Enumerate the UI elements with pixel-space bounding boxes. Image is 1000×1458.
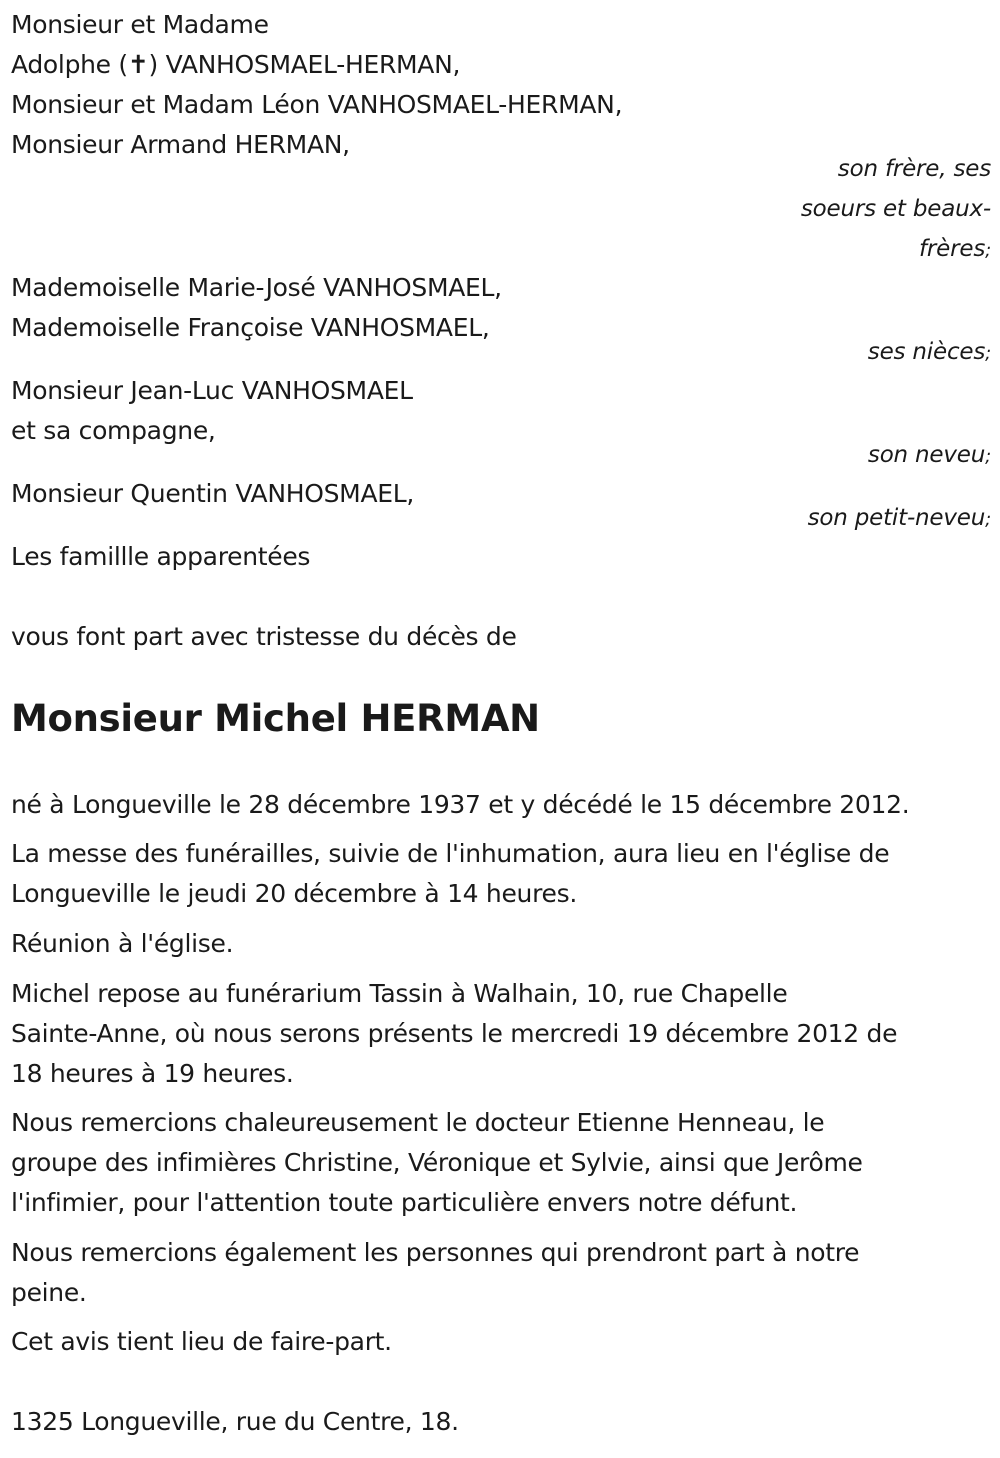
thanks-line: Nous remercions également les personnes qui prendront part à notre [11, 1238, 860, 1267]
relation-label: son frère, ses [837, 156, 991, 182]
family-line: et sa compagne, [11, 416, 216, 445]
family-line: Monsieur et Madame [11, 10, 269, 39]
mass-line: Longueville le jeudi 20 décembre à 14 heures. [11, 879, 577, 908]
deceased-name: Monsieur Michel HERMAN [11, 697, 540, 740]
semicolon: ; [985, 509, 991, 530]
family-line: Mademoiselle Marie-José VANHOSMAEL, [11, 273, 502, 302]
semicolon: ; [985, 343, 991, 364]
relation-text: son petit-neveu [807, 505, 986, 531]
relation-text: ses nièces [867, 339, 986, 365]
family-line: Monsieur Armand HERMAN, [11, 130, 350, 159]
relation-label [11, 332, 991, 374]
family-line: Les famillle apparentées [11, 542, 311, 571]
family-line: Monsieur et Madam Léon VANHOSMAEL-HERMAN, [11, 90, 623, 119]
family-line: Adolphe (✝) VANHOSMAEL-HERMAN, [11, 50, 461, 79]
birth-death-line: né à Longueville le 28 décembre 1937 et y décédé le 15 décembre 2012. [11, 790, 910, 819]
repose-line: Sainte-Anne, où nous serons présents le mercredi 19 décembre 2012 de [11, 1019, 898, 1048]
relation-label [11, 229, 991, 271]
repose-line: 18 heures à 19 heures. [11, 1059, 294, 1088]
family-line: Monsieur Quentin VANHOSMAEL, [11, 479, 415, 508]
thanks-line: Nous remercions chaleureusement le docteur Etienne Henneau, le [11, 1108, 825, 1137]
relation-label: soeurs et beaux- [800, 196, 991, 222]
semicolon: ; [985, 240, 991, 261]
intro-text: vous font part avec tristesse du décès de [11, 622, 517, 651]
relation-label [11, 498, 991, 540]
relation-text: son neveu [867, 442, 986, 468]
thanks-line: groupe des infimières Christine, Véronique et Sylvie, ainsi que Jerôme [11, 1148, 863, 1177]
meeting-line: Réunion à l'église. [11, 929, 234, 958]
family-line: Mademoiselle Françoise VANHOSMAEL, [11, 313, 490, 342]
relation-text: frères [919, 236, 986, 262]
notice-line: Cet avis tient lieu de faire-part. [11, 1327, 392, 1356]
address-line: 1325 Longueville, rue du Centre, 18. [11, 1407, 459, 1436]
thanks-line: peine. [11, 1278, 87, 1307]
repose-line: Michel repose au funérarium Tassin à Walhain, 10, rue Chapelle [11, 979, 788, 1008]
thanks-line: l'infimier, pour l'attention toute particulière envers notre défunt. [11, 1188, 798, 1217]
mass-line: La messe des funérailles, suivie de l'inhumation, aura lieu en l'église de [11, 839, 890, 868]
relation-label [11, 435, 991, 477]
family-line: Monsieur Jean-Luc VANHOSMAEL [11, 376, 413, 405]
semicolon: ; [985, 446, 991, 467]
